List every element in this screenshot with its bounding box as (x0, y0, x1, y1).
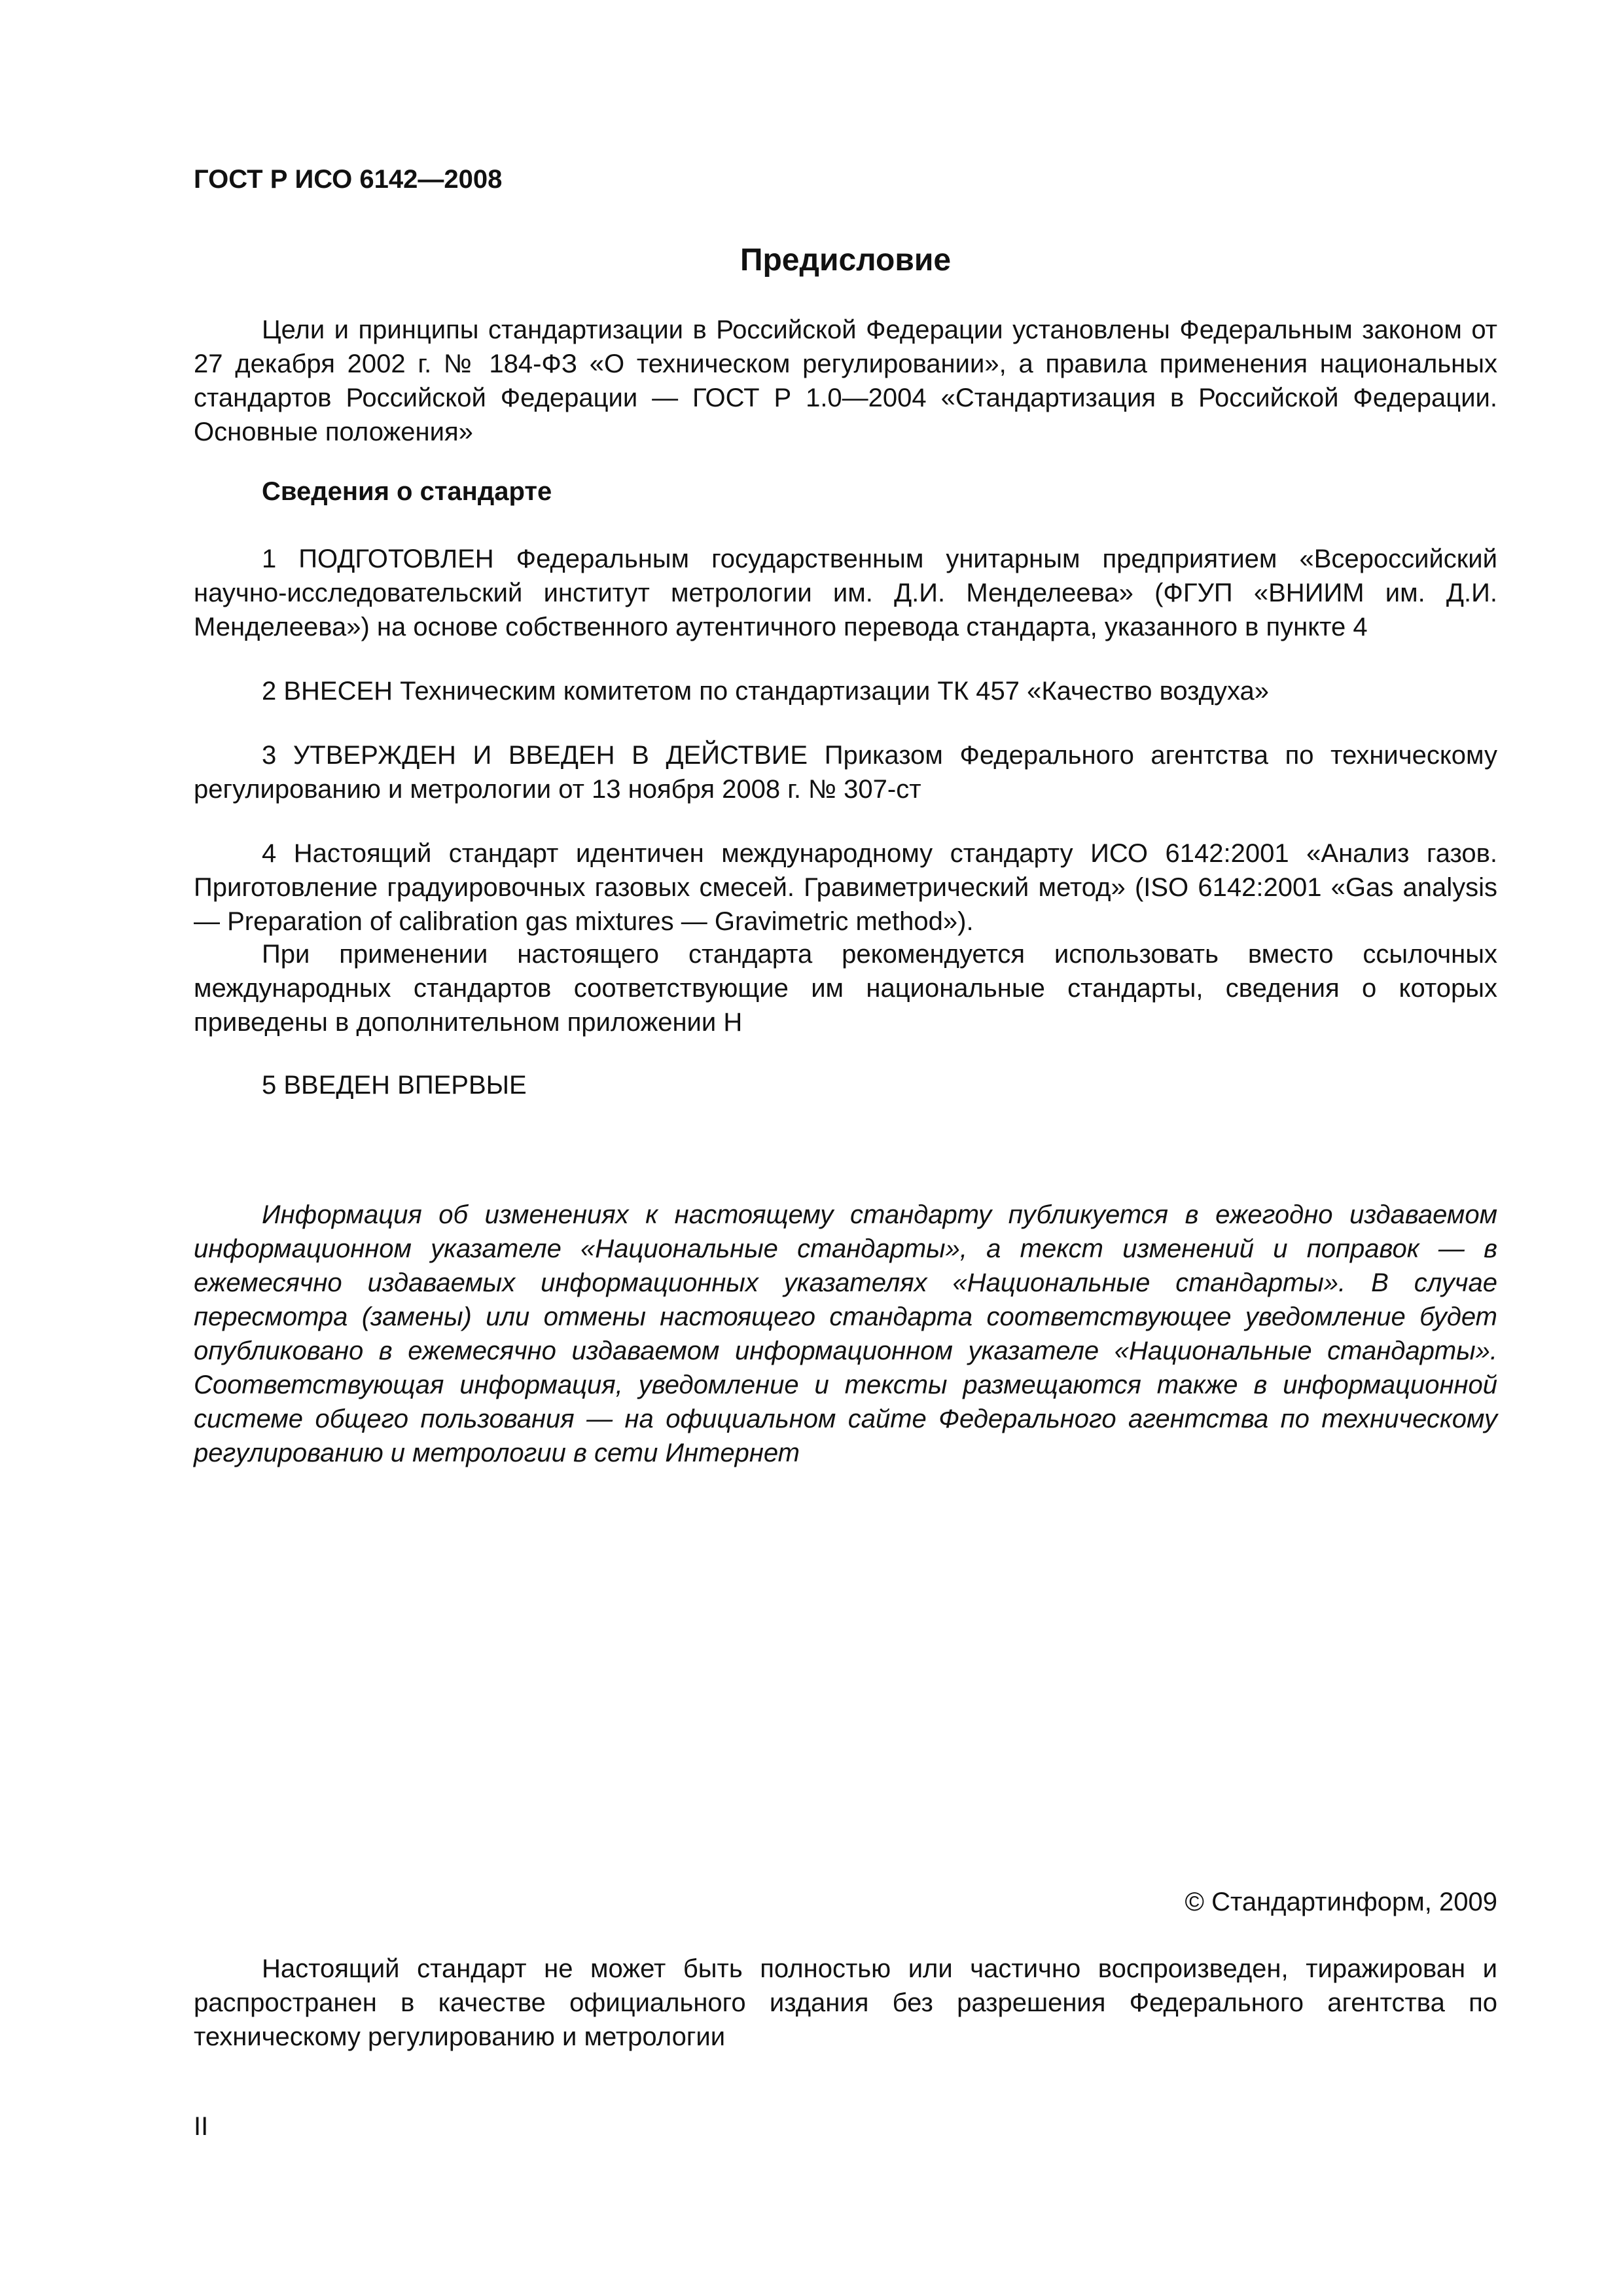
item-4-note-paragraph: При применении настоящего стандарта рекомендуется использовать вместо ссылочных международных стандартов соответствующие им национальные стандарты, сведения о которых приведены в дополнительном приложении Н (194, 940, 1497, 1037)
page-title: Предисловие (740, 243, 952, 278)
item-5-paragraph: 5 ВВЕДЕН ВПЕРВЫЕ (262, 1071, 527, 1100)
document-code-header: ГОСТ Р ИСО 6142—2008 (194, 165, 503, 194)
item-2-paragraph: 2 ВНЕСЕН Техническим комитетом по стандартизации ТК 457 «Качество воздуха» (262, 677, 1270, 706)
item-4-paragraph: 4 Настоящий стандарт идентичен международному стандарту ИСО 6142:2001 «Анализ газов. Приготовление градуировочных газовых смесей. Гравиметрический метод» (ISO 6142:2001 «Gas analysis — Preparation of calibration gas mixtures — Gravimetric method»). (194, 839, 1497, 936)
item-1-paragraph: 1 ПОДГОТОВЛЕН Федеральным государственным унитарным предприятием «Всероссийский научно-исследовательский институт метрологии им. Д.И. Менделеева» (ФГУП «ВНИИМ им. Д.И. Менделеева») на основе собственного аутентичного перевода стандарта, указанного в пункте 4 (194, 545, 1497, 641)
copyright-notice: © Стандартинформ, 2009 (1185, 1888, 1497, 1916)
intro-paragraph: Цели и принципы стандартизации в Российской Федерации установлены Федеральным законом от 27 декабря 2002 г. № 184-ФЗ «О техническом регулировании», а правила применения национальных стандартов Российской Федерации — ГОСТ Р 1.0—2004 «Стандартизация в Российской Федерации. Основные положения» (194, 315, 1497, 446)
reproduction-notice: Настоящий стандарт не может быть полностью или частично воспроизведен, тиражирован и распространен в качестве официального издания без разрешения Федерального агентства по техническому регулированию и метрологии (194, 1954, 1497, 2051)
standard-info-heading: Сведения о стандарте (262, 477, 552, 506)
item-3-paragraph: 3 УТВЕРЖДЕН И ВВЕДЕН В ДЕЙСТВИЕ Приказом Федерального агентства по техническому регулированию и метрологии от 13 ноября 2008 г. № 307-ст (194, 741, 1497, 804)
changes-info-paragraph: Информация об изменениях к настоящему стандарту публикуется в ежегодно издаваемом информационном указателе «Национальные стандарты», а текст изменений и поправок — в ежемесячно издаваемых информационных указателях «Национальные стандарты». В случае пересмотра (замены) или отмены настоящего стандарта соответствующее уведомление будет опубликовано в ежемесячно издаваемом информационном указателе «Национальные стандарты». Соответствующая информация, уведомление и тексты размещаются также в информационной системе общего пользования — на официальном сайте Федерального агентства по техническому регулированию и метрологии в сети Интернет (194, 1200, 1497, 1467)
page-number: II (194, 2112, 209, 2141)
